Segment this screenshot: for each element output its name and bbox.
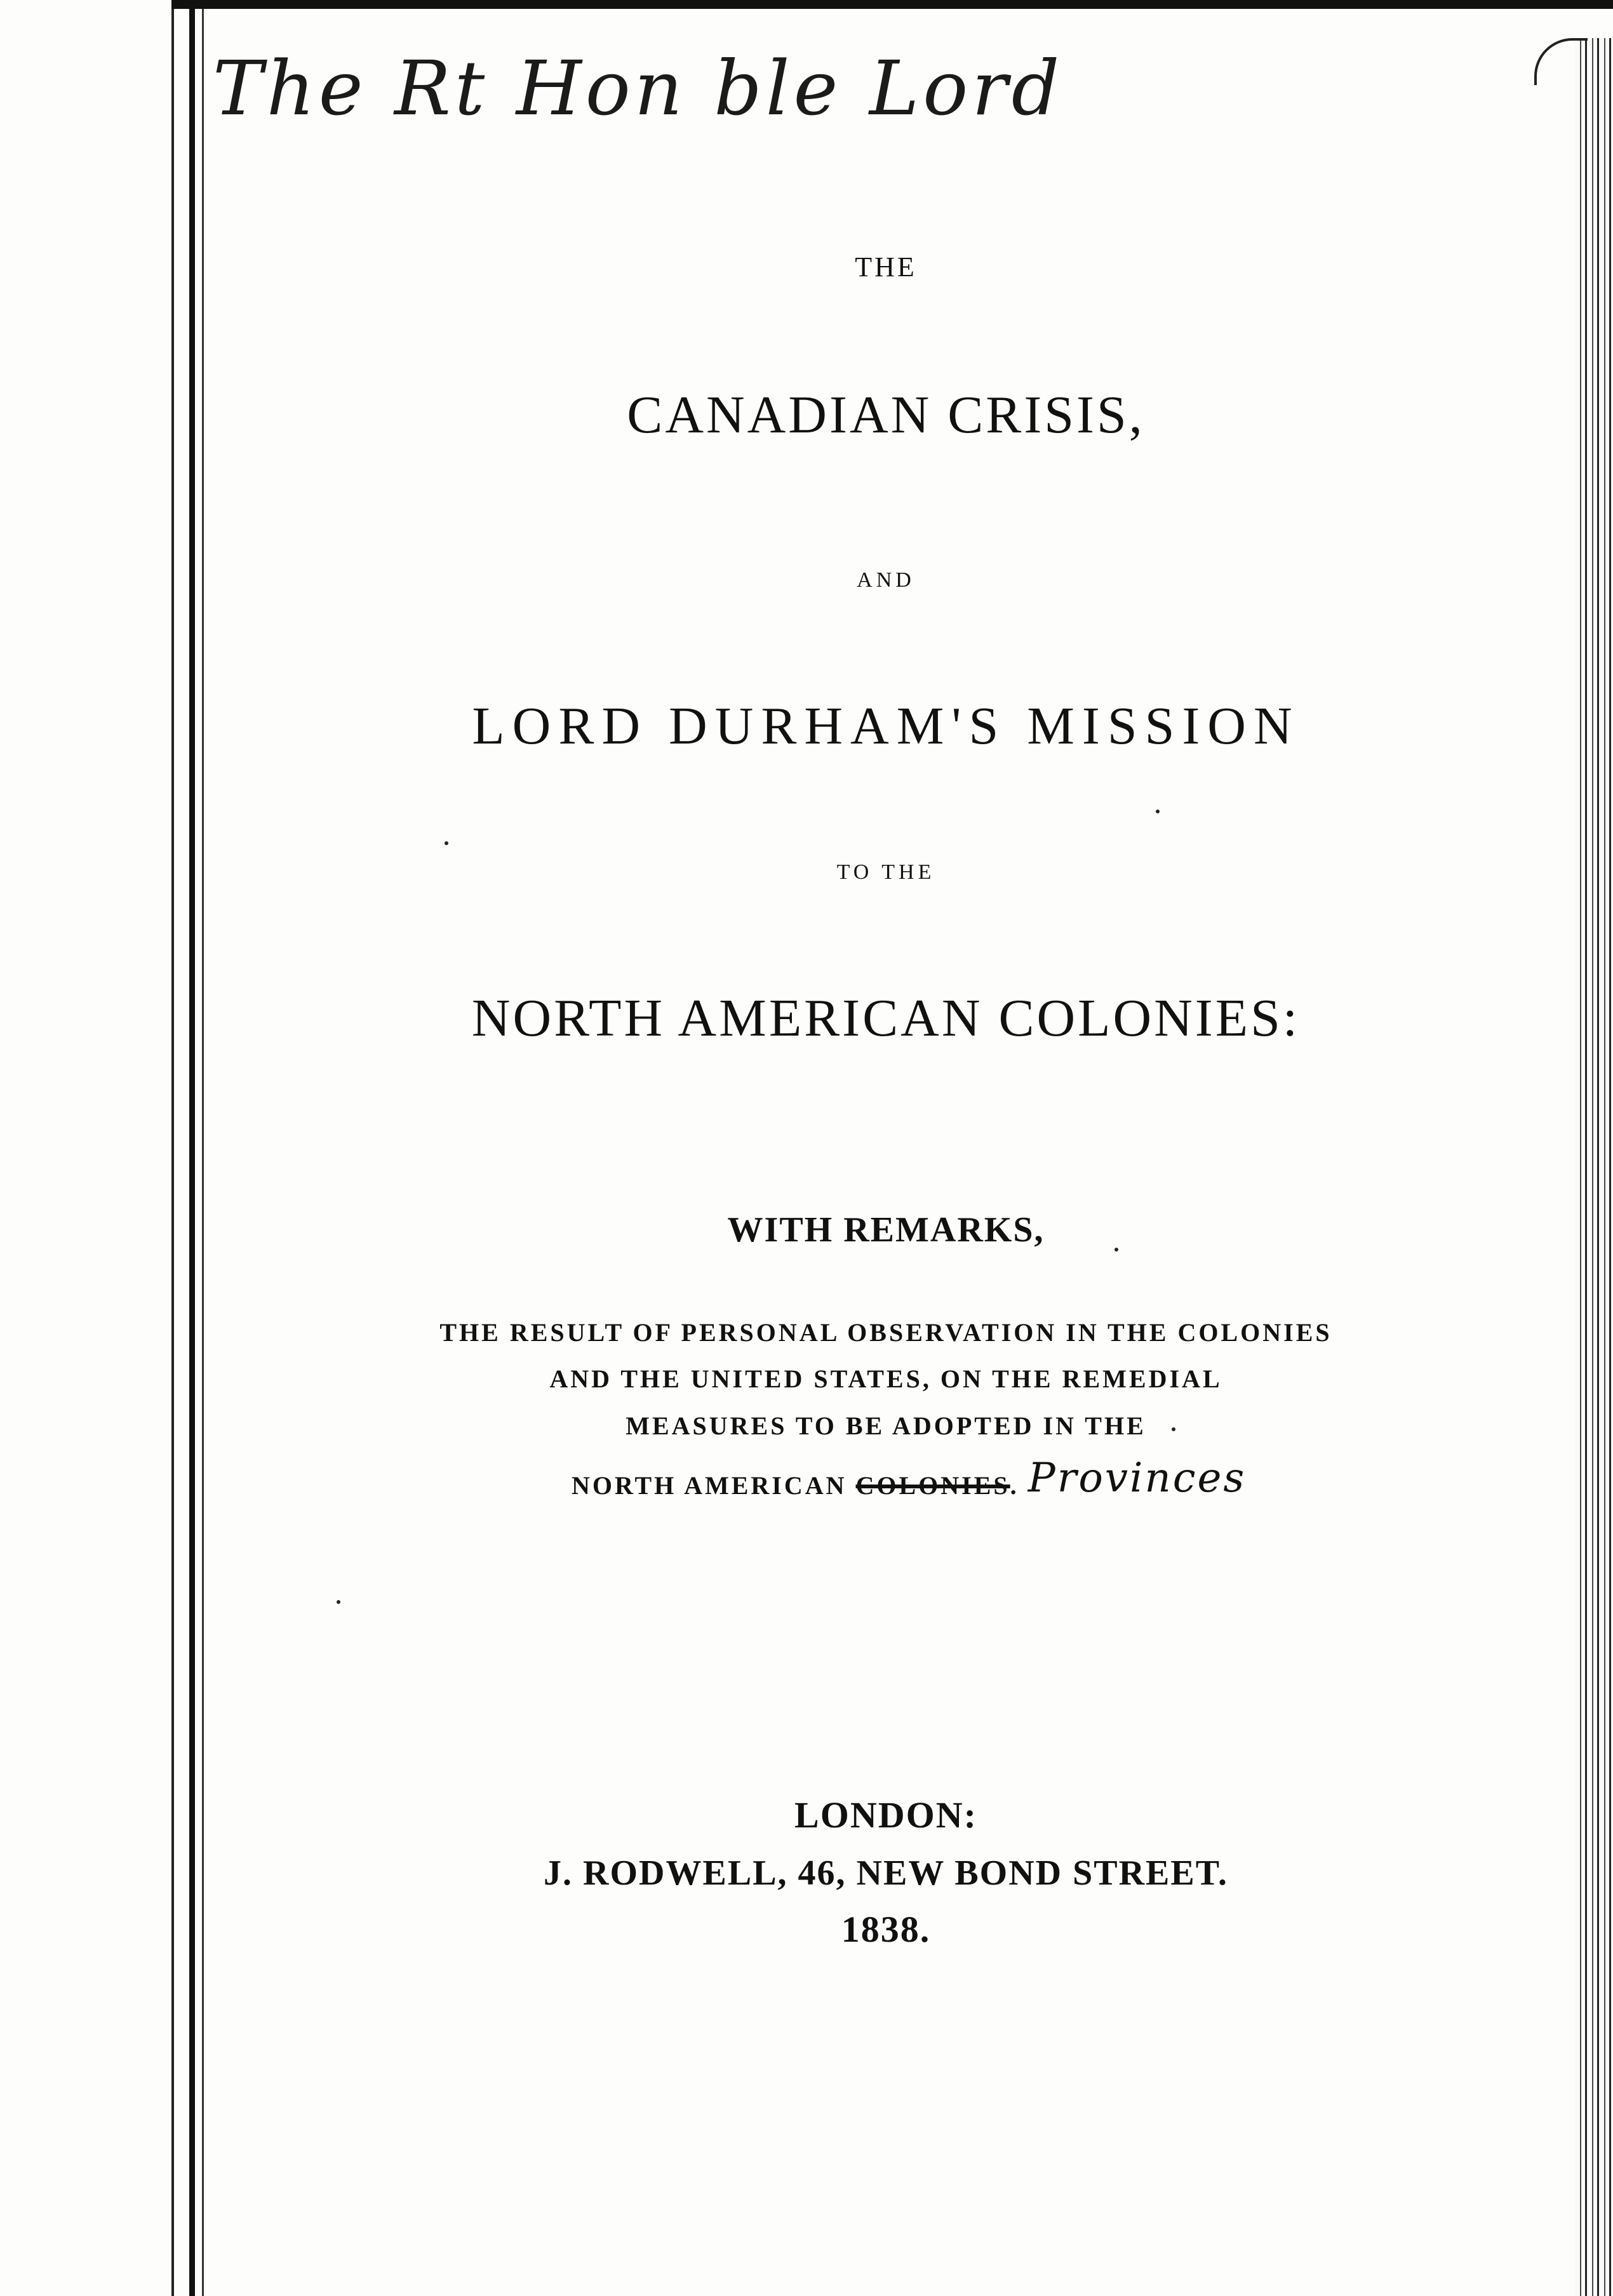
paper-speck	[1114, 1248, 1118, 1251]
title-to-the: TO THE	[836, 860, 935, 884]
paper-speck	[337, 1600, 340, 1604]
imprint-city: LONDON:	[794, 1794, 977, 1836]
title-second: LORD DURHAM'S MISSION	[472, 697, 1300, 756]
struck-word: COLONIES	[855, 1471, 1010, 1500]
subtitle-line-4	[572, 1457, 1246, 1504]
page-corner-curl	[1534, 38, 1588, 85]
paper-speck	[1156, 810, 1160, 813]
top-page-edge	[171, 0, 1613, 9]
subtitle-line-2: AND THE UNITED STATES, ON THE REMEDIAL	[549, 1365, 1222, 1393]
spine-line-secondary	[202, 0, 204, 2296]
handwritten-correction: Provinces	[1027, 1455, 1247, 1502]
subtitle-line-3: MEASURES TO BE ADOPTED IN THE	[626, 1412, 1146, 1440]
binding-edge	[171, 0, 174, 2296]
subtitle-line-4-prefix: NORTH AMERICAN	[572, 1471, 847, 1500]
title-third: NORTH AMERICAN COLONIES:	[471, 989, 1301, 1048]
title-and: AND	[857, 568, 915, 592]
page-stack-edge	[1575, 38, 1613, 2296]
imprint-year: 1838.	[841, 1909, 931, 1950]
spine-line	[189, 0, 195, 2296]
subtitle-line-1: THE RESULT OF PERSONAL OBSERVATION IN THE COLONIES	[439, 1318, 1332, 1347]
handwritten-inscription: The Rt Hon ble Lord	[213, 44, 1064, 132]
imprint-publisher: J. RODWELL, 46, NEW BOND STREET.	[544, 1853, 1228, 1893]
subtitle-head: WITH REMARKS,	[727, 1210, 1045, 1250]
paper-speck	[1172, 1427, 1175, 1431]
title-the: THE	[855, 251, 917, 283]
subtitle-line-4-period: .	[1010, 1471, 1019, 1500]
paper-speck	[445, 841, 448, 845]
title-main: CANADIAN CRISIS,	[627, 385, 1145, 444]
